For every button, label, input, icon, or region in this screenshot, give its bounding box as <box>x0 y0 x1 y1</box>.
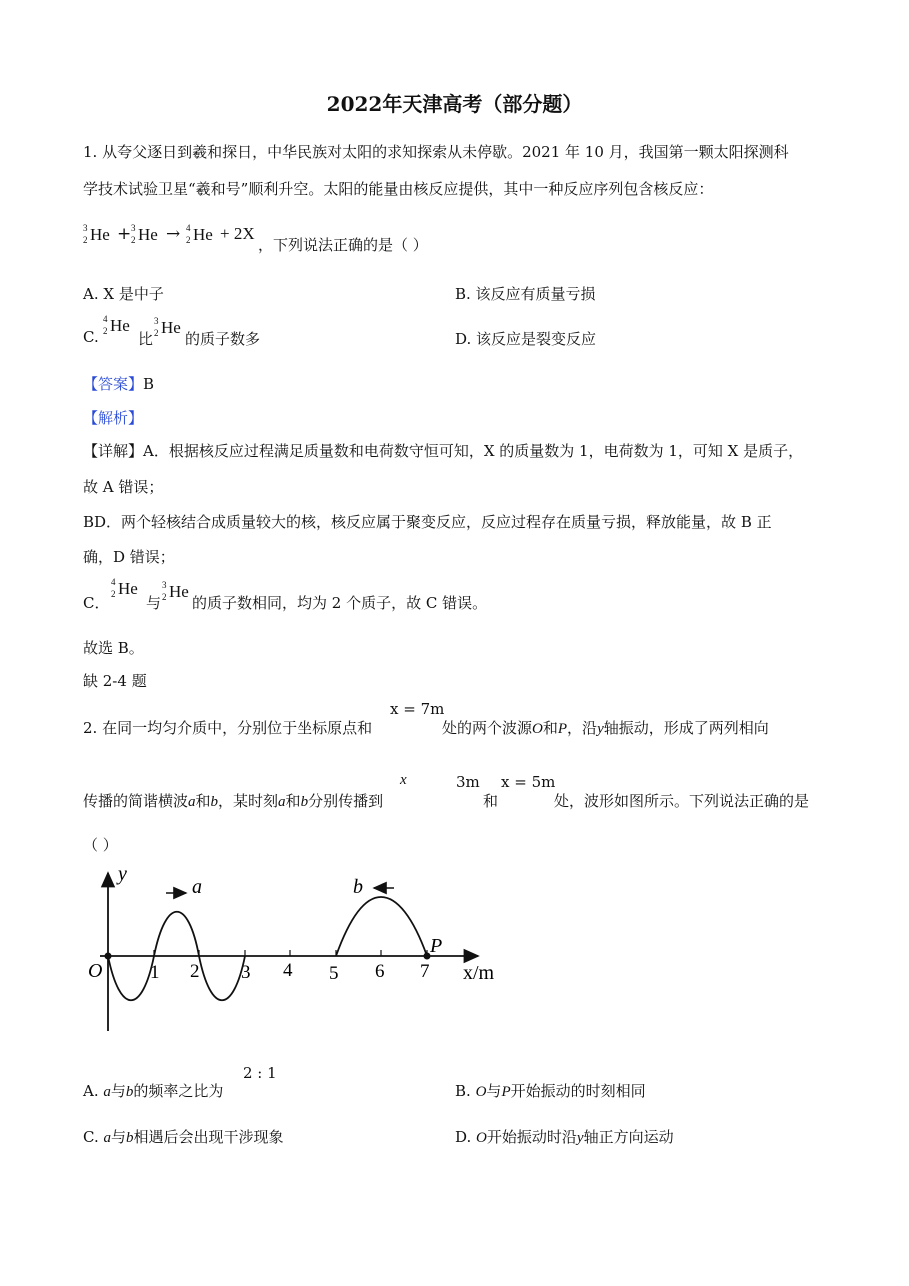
wave-a: a <box>103 1084 111 1100</box>
wave-a: a <box>103 1130 111 1146</box>
tick-label-2: 2 <box>190 961 200 982</box>
detail-line1: 【详解】A．根据核反应过程满足质量数和电荷数守恒可知，X 的质量数为 1，电荷数为 1，可知 X 是质子， <box>83 442 804 460</box>
wave-b: b <box>300 794 309 810</box>
element-symbol: He <box>110 316 130 335</box>
x-ticks <box>154 950 427 956</box>
wave-a: a <box>278 794 286 810</box>
wave-b: b <box>125 1084 134 1100</box>
tick-label-5: 5 <box>329 963 339 984</box>
detail5-prefix: C． <box>83 594 110 612</box>
y-axis: y <box>576 1130 584 1146</box>
element-symbol: He <box>193 225 213 244</box>
q2-option-b <box>455 1080 646 1101</box>
q2-stem-line2 <box>83 790 383 811</box>
option-text: 与 <box>486 1082 502 1100</box>
option-prefix: D. <box>455 1128 472 1146</box>
q2-stem-line3: （ ） <box>83 836 118 854</box>
option-text: 的频率之比为 <box>133 1082 224 1100</box>
mass-number: 3 <box>131 223 136 233</box>
q1-option-b: B. 该反应有质量亏损 <box>455 285 596 303</box>
q2-source-o: O <box>532 721 543 737</box>
option-text: 与 <box>110 1082 126 1100</box>
q2-stem-line2-tail: 处，波形如图所示。下列说法正确的是 <box>554 792 810 810</box>
option-prefix: A. <box>83 1082 99 1100</box>
q2-y-axis: y <box>597 721 604 737</box>
conclusion: 故选 B。 <box>83 639 144 657</box>
charge-number: 2 <box>154 328 159 338</box>
option-prefix: C. <box>83 1128 99 1146</box>
answer-label: 【答案】 <box>83 375 144 393</box>
page-title: 2022年天津高考（部分题） <box>326 92 583 116</box>
charge-number: 2 <box>162 592 167 602</box>
q2-math-x: x <box>400 772 407 788</box>
q2-math-3m: 3m <box>456 773 480 791</box>
source-o-dot <box>105 953 112 960</box>
q2-text: 轴振动，形成了两列相向 <box>603 719 769 737</box>
wave-figure <box>80 855 510 1040</box>
q1-option-a: A. X 是中子 <box>83 285 164 303</box>
q2-text: 传播的简谐横波 <box>83 792 189 810</box>
element-symbol: He <box>90 225 110 244</box>
option-c-tail: 的质子数多 <box>185 330 261 348</box>
element-symbol: He <box>138 225 158 244</box>
element-symbol: He <box>161 318 181 337</box>
q2-source-p: P <box>557 721 568 737</box>
source-p: P <box>501 1084 511 1100</box>
q1-stem-line2: 学技术试验卫星“羲和号”顺利升空。太阳的能量由核反应提供，其中一种反应序列包含核反应： <box>83 180 714 198</box>
charge-number: 2 <box>186 235 191 245</box>
source-o: O <box>475 1084 487 1100</box>
option-text: 与 <box>111 1128 127 1146</box>
q1-option-d: D. 该反应是裂变反应 <box>455 330 597 348</box>
q2-option-d <box>455 1126 674 1147</box>
detail5-tail: 的质子数相同，均为 2 个质子，故 C 错误。 <box>192 594 488 612</box>
wave-a-label: a <box>192 876 202 898</box>
q1-stem-line1: 1. 从夸父逐日到羲和探日，中华民族对太阳的求知探索从未停歇。2021 年 10 月，我国第一颗太阳探测科 <box>83 143 789 161</box>
mass-number: 4 <box>111 577 116 587</box>
option-text: 轴正方向运动 <box>583 1128 674 1146</box>
missing-note: 缺 2-4 题 <box>83 672 147 690</box>
charge-number: 2 <box>111 589 116 599</box>
tick-label-3: 3 <box>241 962 251 983</box>
detail5-and: 与 <box>146 594 162 612</box>
q2-text: ，沿 <box>567 719 598 737</box>
option-prefix: B. <box>455 1082 471 1100</box>
tick-label-4: 4 <box>283 960 293 981</box>
wave-b-label: b <box>353 876 363 898</box>
answer-line <box>83 373 154 394</box>
tick-label-1: 1 <box>150 962 160 983</box>
point-p-label: P <box>430 935 443 957</box>
option-c-prefix: C. <box>83 328 99 346</box>
q2-option-c <box>83 1126 284 1147</box>
charge-number: 2 <box>131 235 136 245</box>
detail-line3: BD．两个轻核结合成质量较大的核，核反应属于聚变反应，反应过程存在质量亏损，释放能量，故 B 正 <box>83 513 772 531</box>
answer-value: B <box>143 375 155 393</box>
q2-option-a <box>83 1080 223 1101</box>
x-axis-label: x/m <box>463 962 495 984</box>
detail-line4: 确，D 错误； <box>83 548 175 566</box>
q2-text: 和 <box>285 792 301 810</box>
option-c-compare: 比 <box>138 330 154 348</box>
plus-sign: + <box>117 224 132 244</box>
mass-number: 3 <box>162 580 167 590</box>
origin-label: O <box>88 960 103 982</box>
q2-stem-line1 <box>83 717 372 738</box>
q2-ratio: 2 : 1 <box>243 1064 277 1082</box>
y-axis-label: y <box>118 863 127 885</box>
source-o: O <box>476 1130 487 1146</box>
q2-math-x5: x = 5m <box>501 773 556 791</box>
mass-number: 3 <box>83 223 88 233</box>
detail-line2: 故 A 错误； <box>83 478 164 496</box>
q2-and: 和 <box>483 792 499 810</box>
charge-number: 2 <box>83 235 88 245</box>
option-text: 开始振动的时刻相同 <box>510 1082 646 1100</box>
q2-stem-line1b <box>442 717 769 738</box>
q2-text: ，某时刻 <box>218 792 279 810</box>
wave-b: b <box>210 794 219 810</box>
tick-label-7: 7 <box>420 961 430 982</box>
q2-math-x7: x = 7m <box>390 700 445 718</box>
element-symbol: He <box>169 582 189 601</box>
tick-label-6: 6 <box>375 961 385 982</box>
charge-number: 2 <box>103 326 108 336</box>
q1-stem-tail: ，下列说法正确的是（ ） <box>258 236 428 254</box>
analysis-label: 【解析】 <box>83 409 144 427</box>
equation-rest: + 2X <box>220 224 255 243</box>
mass-number: 3 <box>154 316 159 326</box>
arrow: → <box>166 224 181 244</box>
q2-text: 和 <box>195 792 211 810</box>
option-text: 相遇后会出现干涉现象 <box>133 1128 284 1146</box>
q2-text: 2. 在同一均匀介质中，分别位于坐标原点和 <box>83 719 373 737</box>
q2-text: 处的两个波源 <box>442 719 533 737</box>
element-symbol: He <box>118 579 138 598</box>
q2-text: 分别传播到 <box>308 792 384 810</box>
wave-a: a <box>188 794 196 810</box>
mass-number: 4 <box>103 314 108 324</box>
wave-b: b <box>126 1130 134 1146</box>
mass-number: 4 <box>186 223 191 233</box>
option-text: 开始振动时沿 <box>486 1128 577 1146</box>
wave-b-curve <box>336 897 427 956</box>
q2-text: 和 <box>542 719 558 737</box>
